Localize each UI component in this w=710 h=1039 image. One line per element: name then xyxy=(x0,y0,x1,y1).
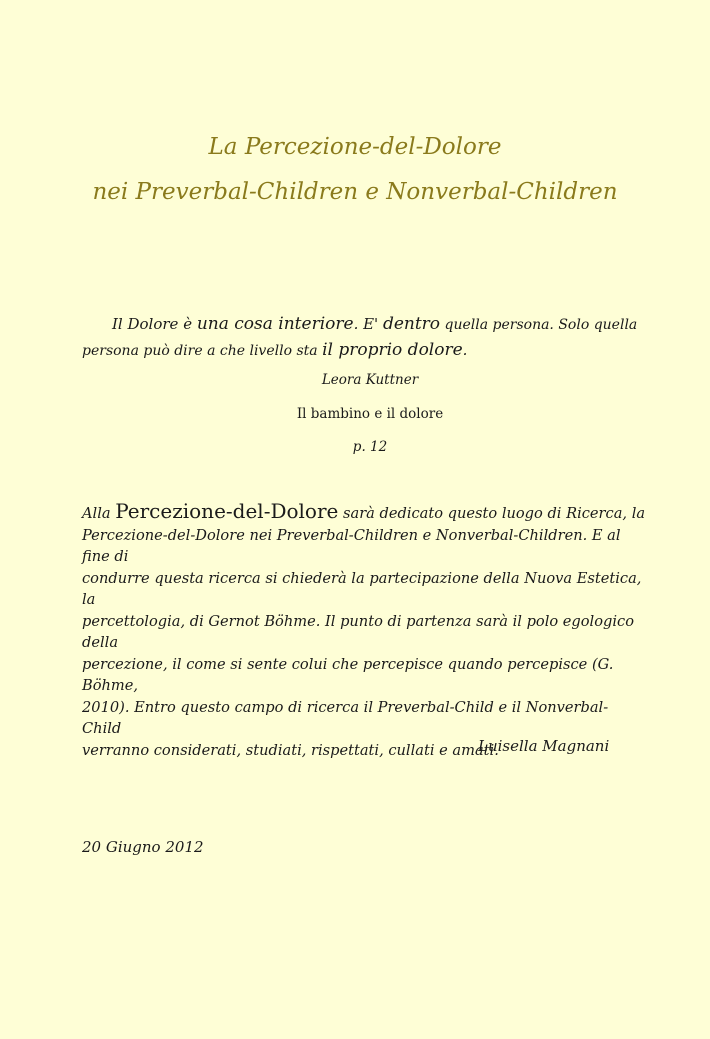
quote-emphasis: il proprio dolore xyxy=(322,340,463,360)
body-highlight: Percezione-del-Dolore xyxy=(115,499,339,523)
body-line: verranno considerati, studiati, rispettati, cullati e amati. xyxy=(82,741,499,759)
body-line: condurre questa ricerca si chiederà la partecipazione della Nuova Estetica, la xyxy=(82,569,642,608)
page-subtitle: nei Preverbal-Children e Nonverbal-Children xyxy=(92,179,618,205)
quote-emphasis: dentro xyxy=(382,314,441,334)
date: 20 Giugno 2012 xyxy=(82,838,204,856)
quote-book: Il bambino e il dolore xyxy=(296,406,444,422)
page-title: La Percezione-del-Dolore xyxy=(208,134,502,160)
quote-line-1 xyxy=(82,312,642,338)
quote-text: . E' xyxy=(353,315,383,333)
body-line: percettologia, di Gernot Böhme. Il punto di partenza sarà il polo egologico della xyxy=(82,612,634,651)
body-line xyxy=(82,501,647,525)
body-text: Alla xyxy=(82,505,116,522)
body-line: percezione, il come si sente colui che percepisce quando percepisce (G. Böhme, xyxy=(82,655,614,694)
body-text: sarà dedicato questo luogo di Ricerca, la xyxy=(338,505,646,522)
epigraph-quote xyxy=(82,312,642,364)
quote-page: p. 12 xyxy=(352,439,388,455)
quote-text: Il Dolore è xyxy=(112,315,197,333)
body-line: 2010). Entro questo campo di ricerca il Preverbal-Child e il Nonverbal-Child xyxy=(82,698,609,737)
quote-text: quella persona. Solo quella xyxy=(440,317,638,333)
body-paragraph xyxy=(82,501,647,761)
quote-author: Leora Kuttner xyxy=(321,372,419,388)
quote-text: persona può dire a che livello sta xyxy=(82,343,323,359)
quote-emphasis: una cosa interiore xyxy=(196,314,354,334)
body-line: Percezione-del-Dolore nei Preverbal-Children e Nonverbal-Children. E al fine di xyxy=(82,526,621,565)
signature: Luisella Magnani xyxy=(478,737,610,755)
quote-text: . xyxy=(462,341,468,359)
quote-line-2 xyxy=(82,338,642,364)
